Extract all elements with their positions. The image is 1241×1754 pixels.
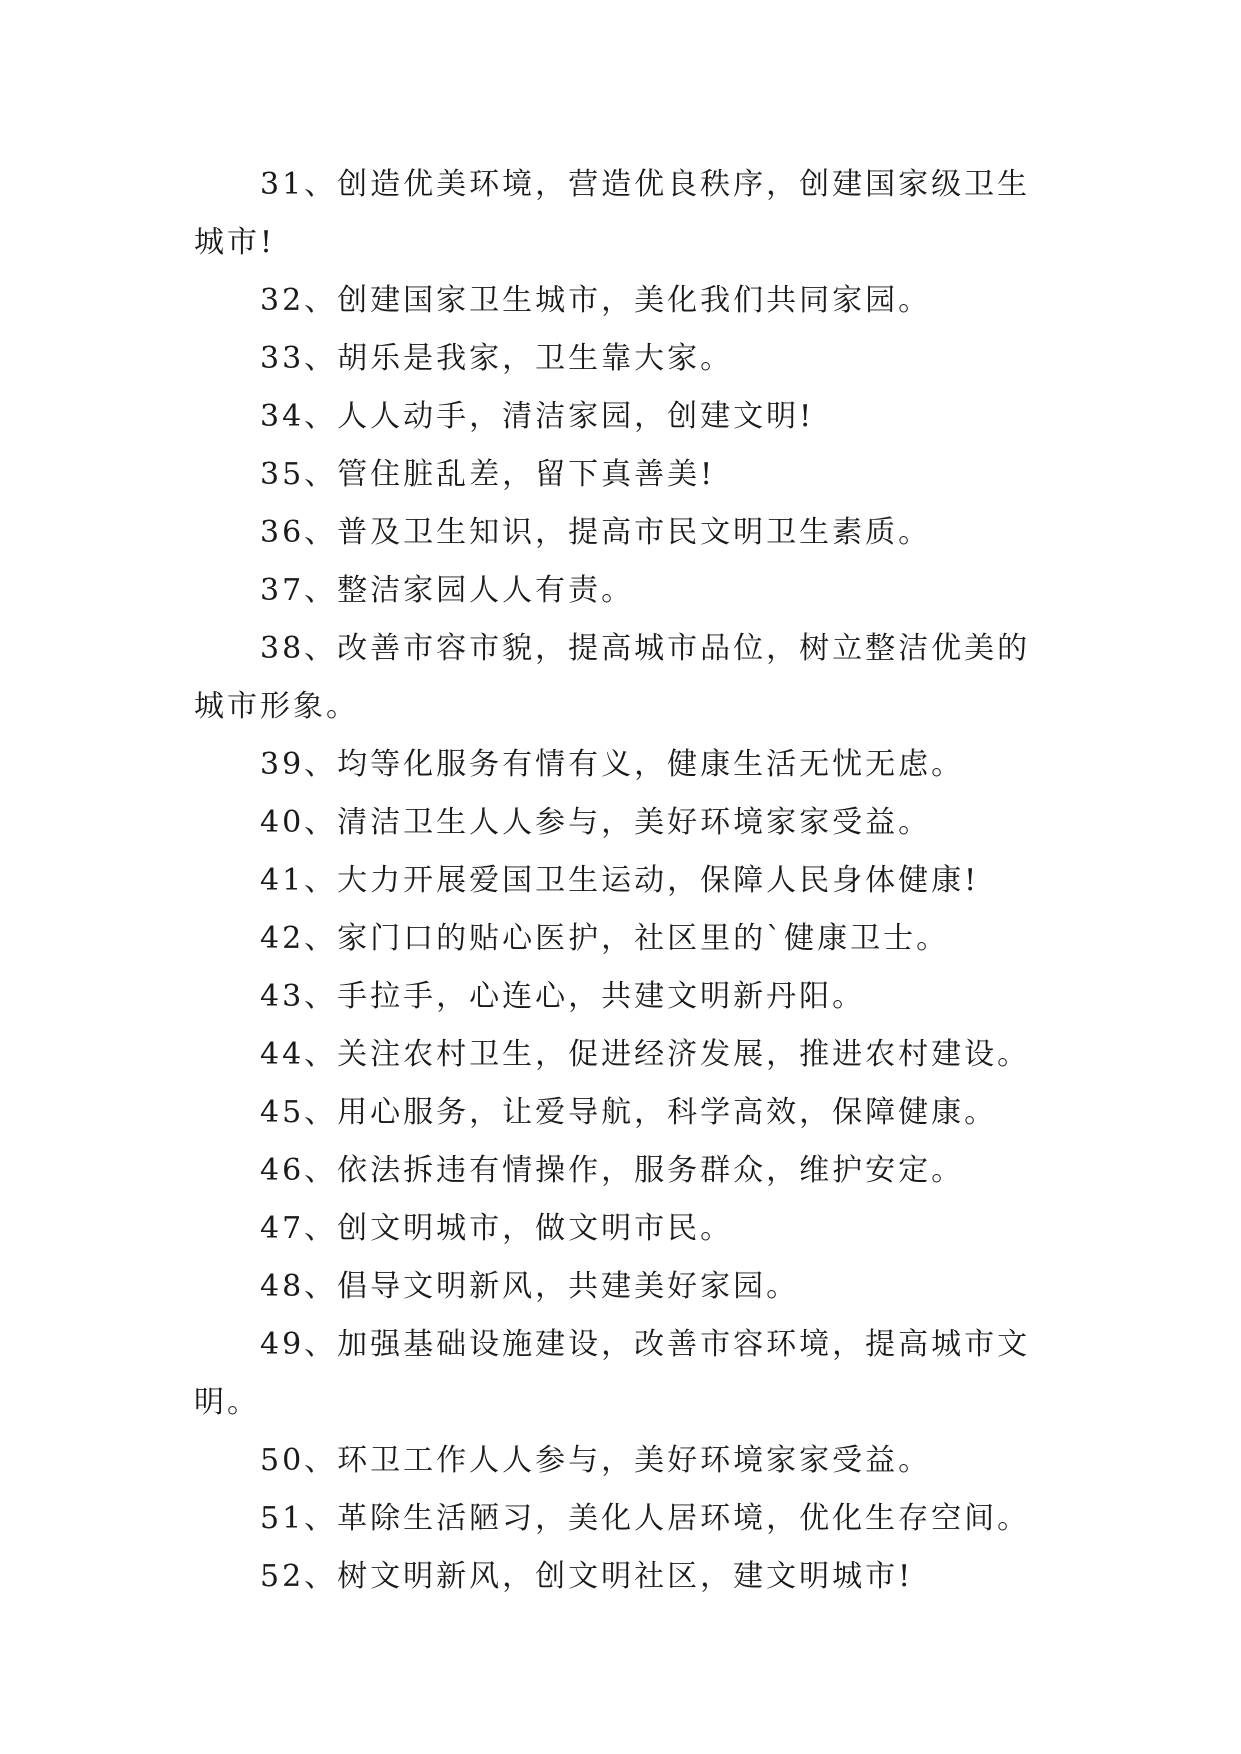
list-item: 49、加强基础设施建设，改善市容环境，提高城市文明。 bbox=[194, 1327, 1031, 1420]
list-item: 38、改善市容市貌，提高城市品位，树立整洁优美的城市形象。 bbox=[194, 631, 1031, 724]
list-item: 44、关注农村卫生，促进经济发展，推进农村建设。 bbox=[260, 1037, 1031, 1072]
list-item: 51、革除生活陋习，美化人居环境，优化生存空间。 bbox=[260, 1501, 1031, 1536]
list-item: 40、清洁卫生人人参与，美好环境家家受益。 bbox=[260, 805, 932, 840]
list-item: 42、家门口的贴心医护，社区里的`健康卫士。 bbox=[260, 921, 950, 956]
list-item: 47、创文明城市，做文明市民。 bbox=[260, 1211, 734, 1246]
slogan-list bbox=[194, 156, 1054, 1606]
list-item: 41、大力开展爱国卫生运动，保障人民身体健康! bbox=[260, 863, 980, 898]
list-item: 43、手拉手，心连心，共建文明新丹阳。 bbox=[260, 979, 866, 1014]
list-item: 33、胡乐是我家，卫生靠大家。 bbox=[260, 341, 734, 376]
list-item: 35、管住脏乱差，留下真善美! bbox=[260, 457, 716, 492]
list-item: 50、环卫工作人人参与，美好环境家家受益。 bbox=[260, 1443, 932, 1478]
list-item: 52、树文明新风，创文明社区，建文明城市! bbox=[260, 1559, 914, 1594]
list-item: 46、依法拆违有情操作，服务群众，维护安定。 bbox=[260, 1153, 965, 1188]
list-item: 34、人人动手，清洁家园，创建文明! bbox=[260, 399, 815, 434]
list-item: 48、倡导文明新风，共建美好家园。 bbox=[260, 1269, 800, 1304]
list-item: 37、整洁家园人人有责。 bbox=[260, 573, 635, 608]
list-item: 32、创建国家卫生城市，美化我们共同家园。 bbox=[260, 283, 932, 318]
list-item: 36、普及卫生知识，提高市民文明卫生素质。 bbox=[260, 515, 932, 550]
list-item: 45、用心服务，让爱导航，科学高效，保障健康。 bbox=[260, 1095, 998, 1130]
list-item: 31、创造优美环境，营造优良秩序，创建国家级卫生城市! bbox=[194, 167, 1031, 260]
list-item: 39、均等化服务有情有义，健康生活无忧无虑。 bbox=[260, 747, 965, 782]
